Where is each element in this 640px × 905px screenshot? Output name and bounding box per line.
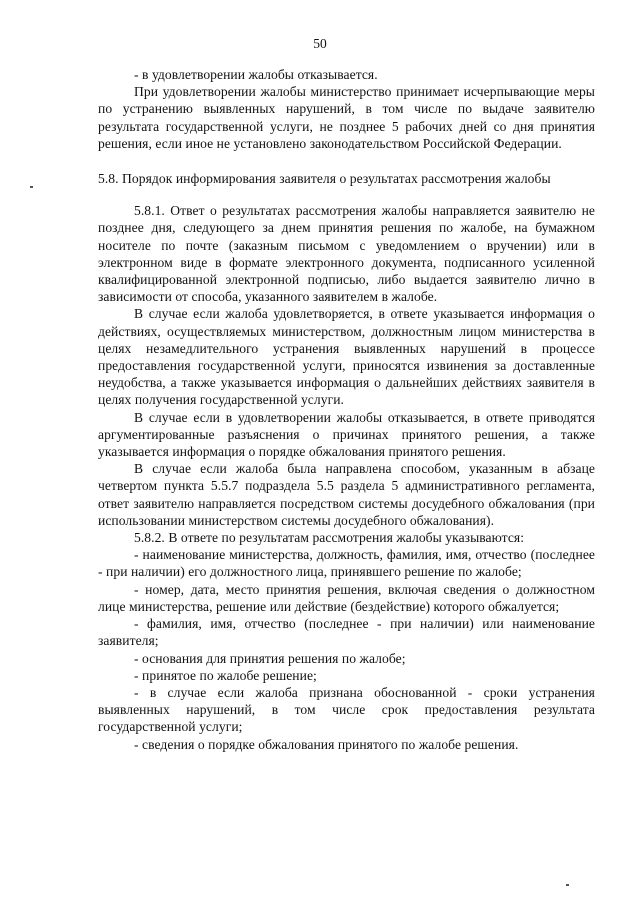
- scan-speck: [566, 884, 569, 886]
- page-number: 50: [313, 36, 327, 51]
- paragraph: При удовлетворении жалобы министерство принимает исчерпывающие меры по устранению выявленных нарушений, в том числе по выдаче заявителю результата государственной услуги, не позднее 5 рабочих дней со дня принятия решения, если иное не установлено законодательством Российской Федерации.: [98, 84, 595, 151]
- paragraph: В случае если в удовлетворении жалобы отказывается, в ответе приводятся аргументированные разъяснения о причинах принятого решения, а также указывается информация о порядке обжалования принятого решения.: [98, 409, 595, 460]
- list-item: - принятое по жалобе решение;: [134, 667, 317, 683]
- document-body: [98, 66, 595, 753]
- paragraph: 5.8.1. Ответ о результатах рассмотрения жалобы направляется заявителю не позднее дня, следующего за днем принятия решения по жалобе, на бумажном носителе по почте (заказным письмом с уведомлением о вручении) или в электронном виде в формате электронного документа, подписанного усиленной квалифицированной электронной подписью, либо выдается заявителю лично в зависимости от способа, указанного заявителем в жалобе.: [98, 203, 595, 305]
- list-item: - сведения о порядке обжалования принятого по жалобе решения.: [134, 736, 519, 752]
- scan-speck: [30, 186, 33, 188]
- paragraph: В случае если жалоба была направлена способом, указанным в абзаце четвертом пункта 5.5.7 подраздела 5.5 раздела 5 административного регламента, ответ заявителю направляется посредством системы досудебного обжалования (при использовании министерством системы досудебного обжалования).: [98, 461, 595, 528]
- paragraph: 5.8.2. В ответе по результатам рассмотрения жалобы указываются:: [134, 530, 525, 546]
- paragraph: В случае если жалоба удовлетворяется, в ответе указывается информация о действиях, осуществляемых министерством, должностным лицом министерства в целях незамедлительного устранения выявленных нарушений в процессе предоставления государственной услуги, приносятся извинения за доставленные неудобства, а также указывается информация о дальнейших действиях заявителя в целях получения государственной услуги.: [98, 306, 595, 408]
- list-item: - в случае если жалоба признана обоснованной - сроки устранения выявленных нарушений, в том числе срок предоставления результата государственной услуги;: [98, 684, 595, 735]
- list-item: - основания для принятия решения по жалобе;: [134, 650, 406, 666]
- list-item: - фамилия, имя, отчество (последнее - при наличии) или наименование заявителя;: [98, 616, 595, 649]
- list-item: - наименование министерства, должность, фамилия, имя, отчество (последнее - при наличии) его должностного лица, принявшего решение по жалобе;: [98, 547, 595, 580]
- paragraph: - в удовлетворении жалобы отказывается.: [134, 67, 378, 82]
- section-heading: 5.8. Порядок информирования заявителя о результатах рассмотрения жалобы: [98, 171, 551, 187]
- list-item: - номер, дата, место принятия решения, включая сведения о должностном лице министерства, решение или действие (бездействие) которого обжалуется;: [98, 581, 595, 614]
